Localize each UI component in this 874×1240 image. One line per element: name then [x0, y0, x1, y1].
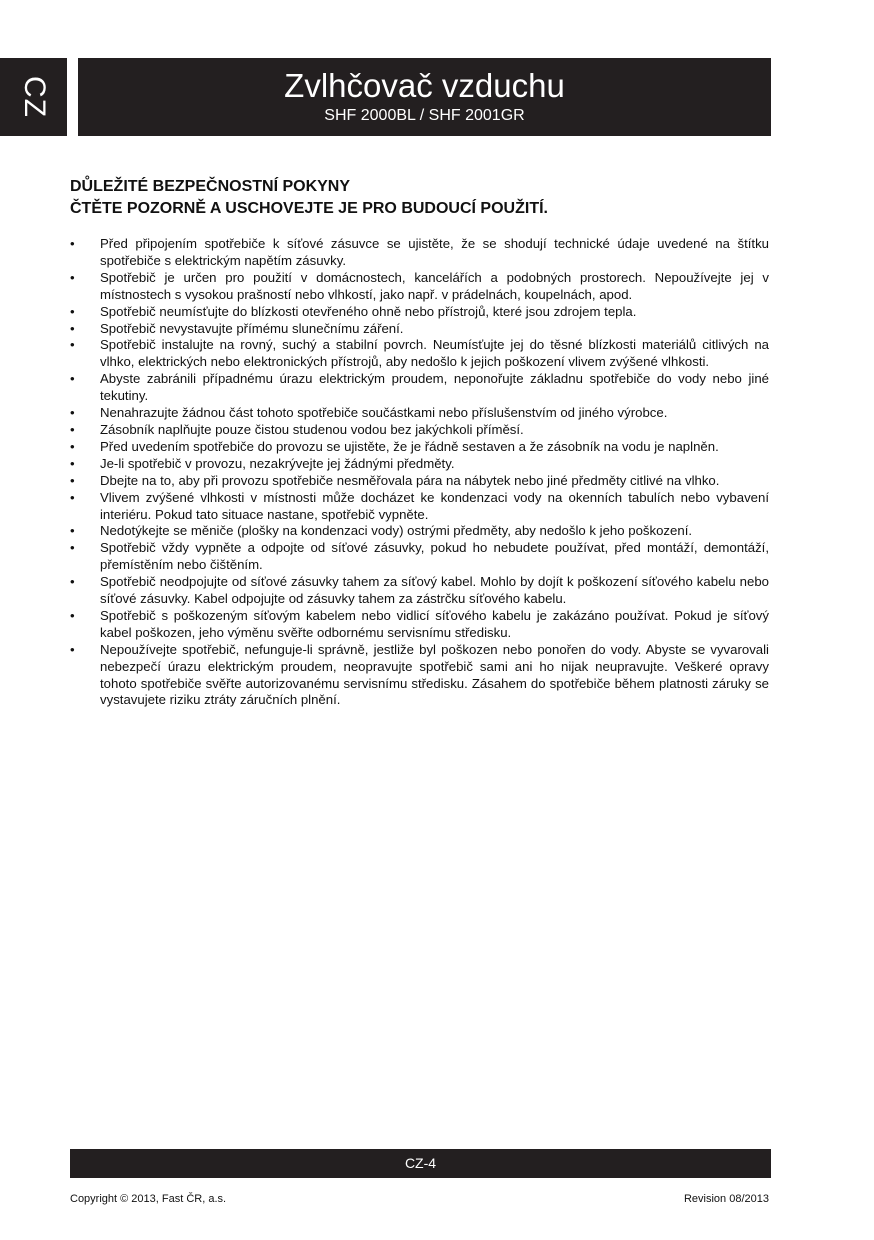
list-item [70, 456, 769, 473]
list-item [70, 304, 769, 321]
list-item [70, 473, 769, 490]
list-item-text: Spotřebič neodpojujte od síťové zásuvky tahem za síťový kabel. Mohlo by dojít k poškození síťového kabelu nebo síťové zásuvky. Kabel odpojujte od zásuvky tahem za zástrčku síťového kabelu. [100, 574, 769, 607]
list-item-text: Nenahrazujte žádnou část tohoto spotřebiče součástkami nebo příslušenstvím od jiného výrobce. [100, 405, 668, 421]
bullet-icon: • [70, 421, 75, 437]
bullet-icon: • [70, 455, 75, 471]
bullet-icon: • [70, 540, 75, 556]
list-item-text: Dbejte na to, aby při provozu spotřebiče nesměřovala pára na nábytek nebo jiné předměty citlivé na vlhko. [100, 472, 720, 488]
list-item [70, 608, 769, 642]
title-bar [78, 58, 771, 136]
list-item [70, 490, 769, 524]
list-item [70, 439, 769, 456]
list-item-text: Spotřebič nevystavujte přímému slunečnímu záření. [100, 320, 404, 336]
list-item [70, 337, 769, 371]
list-item-text: Nepoužívejte spotřebič, nefunguje-li správně, jestliže byl poškozen nebo ponořen do vody. Abyste se vyvarovali nebezpečí úrazu elektrickým proudem, neopravujte spotřebič sami ani ho nijak neupravujte. Veškeré opravy tohoto spotřebiče svěřte autorizovanému servisnímu středisku. Zásahem do spotřebiče během platnosti záruky se vystavujete riziku ztráty záručních plnění. [100, 641, 769, 708]
copyright-text: Copyright © 2013, Fast ČR, a.s. [70, 1193, 227, 1205]
language-label: CZ [17, 76, 51, 118]
list-item-text: Zásobník naplňujte pouze čistou studenou vodou bez jakýchkoli příměsí. [100, 421, 524, 437]
safety-heading-line-2: ČTĚTE POZORNĚ A USCHOVEJTE JE PRO BUDOUCÍ POUŽITÍ. [70, 200, 548, 217]
list-item [70, 422, 769, 439]
list-item-text: Nedotýkejte se měniče (plošky na kondenzaci vody) ostrými předměty, aby nedošlo k jeho poškození. [100, 523, 693, 539]
list-item-text: Spotřebič s poškozeným síťovým kabelem nebo vidlicí síťového kabelu je zakázáno používat. Pokud je síťový kabel poškozen, jeho výměnu svěřte odbornému servisnímu středisku. [100, 607, 769, 640]
page-title: Zvlhčovač vzduchu [284, 67, 565, 104]
safety-heading-line-1: DŮLEŽITÉ BEZPEČNOSTNÍ POKYNY [70, 178, 351, 195]
list-item [70, 405, 769, 422]
list-item-text: Je-li spotřebič v provozu, nezakrývejte jej žádnými předměty. [100, 455, 455, 471]
list-item-text: Před připojením spotřebiče k síťové zásuvce se ujistěte, že se shodují technické údaje uvedené na štítku spotřebiče s elektrickým napětím zásuvky. [100, 236, 769, 268]
list-item-text: Vlivem zvýšené vlhkosti v místnosti může docházet ke kondenzaci vody na okenních tabulích nebo vybavení interiéru. Pokud tato situace nastane, spotřebič vypněte. [100, 489, 769, 522]
list-item [70, 540, 769, 574]
page-number: CZ-4 [404, 1155, 437, 1171]
bullet-icon: • [70, 438, 75, 454]
list-item-text: Spotřebič je určen pro použití v domácnostech, kancelářích a podobných prostorech. Nepoužívejte jej v místnostech s vysokou prašností nebo vlhkostí, jako např. v prádelnách, koupelnách, apod. [100, 269, 769, 302]
bullet-icon: • [70, 641, 75, 657]
model-numbers: SHF 2000BL / SHF 2001GR [324, 107, 525, 124]
list-item [70, 371, 769, 405]
bullet-icon: • [70, 320, 75, 336]
list-item [70, 321, 769, 338]
list-item [70, 236, 769, 270]
bullet-icon: • [70, 405, 75, 421]
bullet-icon: • [70, 472, 75, 488]
bullet-icon: • [70, 303, 75, 319]
safety-heading [70, 176, 770, 220]
bullet-icon: • [70, 337, 75, 353]
bullet-icon: • [70, 574, 75, 590]
list-item [70, 270, 769, 304]
bullet-icon: • [70, 269, 75, 285]
bullet-icon: • [70, 607, 75, 623]
list-item-text: Abyste zabránili případnému úrazu elektrickým proudem, neponořujte základnu spotřebiče do vody nebo jiné tekutiny. [100, 371, 769, 404]
list-item [70, 574, 769, 608]
revision-text: Revision 08/2013 [683, 1193, 769, 1205]
list-item-text: Před uvedením spotřebiče do provozu se ujistěte, že je řádně sestaven a že zásobník na vodu je naplněn. [100, 438, 719, 454]
bullet-icon: • [70, 236, 75, 251]
list-item [70, 642, 769, 710]
page-number-bar [70, 1149, 771, 1178]
list-item-text: Spotřebič neumísťujte do blízkosti otevřeného ohně nebo přístrojů, které jsou zdrojem tepla. [100, 303, 637, 319]
language-tab [0, 58, 67, 136]
list-item-text: Spotřebič instalujte na rovný, suchý a stabilní povrch. Neumísťujte jej do těsné blízkosti materiálů citlivých na vlhko, elektrických nebo elektronických přístrojů, aby nedošlo k jejich poškození vlivem zvýšené vlhkosti. [100, 337, 769, 370]
list-item-text: Spotřebič vždy vypněte a odpojte od síťové zásuvky, pokud ho nebudete používat, před montáží, demontáží, přemístěním nebo čištěním. [100, 540, 769, 573]
bullet-icon: • [70, 371, 75, 387]
bullet-icon: • [70, 523, 75, 539]
list-item [70, 523, 769, 540]
bullet-icon: • [70, 489, 75, 505]
safety-rules-list [70, 236, 769, 709]
